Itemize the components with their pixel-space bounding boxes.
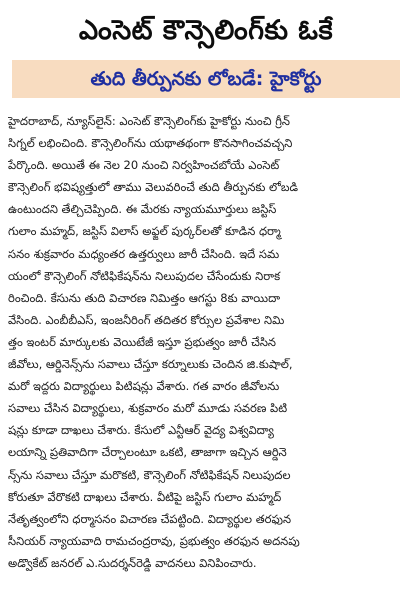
body-line: హైదరాబాద్, న్యూస్‌లైన్: ఎంసెట్ కౌన్సెలింగ్‌కు హైకోర్టు నుంచి గ్రీన్ [8,114,291,128]
body-line: యంలో కౌన్సెలింగ్ నోటిఫికేషన్‌ను నిలుపుదల చేసేందుకు నిరాక [8,268,281,283]
subheadline: తుది తీర్పునకు లోబడే: హైకోర్టు [12,60,400,98]
body-line: నేతృత్వంలోని ధర్మాసనం విచారణ చేపట్టింది. విద్యార్థుల తరఫున [8,511,292,526]
body-line: న్స్‌ను సవాలు చేస్తూ మరొకటి, కౌన్సెలింగ్ నోటిఫికేషన్ నిలుపుదల [8,467,291,482]
body-line: మరో ఇద్దరు విద్యార్థులు పిటిషన్లు వేశారు. గత వారం జీవోలను [8,379,280,394]
body-line: లయాన్ని ప్రతివాదిగా చేర్చాలంటూ ఒకటి, తాజాగా ఇచ్చిన ఆర్డినె [8,445,287,460]
article-body [6,110,406,574]
body-line: సీనియర్ న్యాయవాది రామచంద్రరావు, ప్రభుత్వం తరఫున అదనపు [8,533,300,548]
body-line: వేసింది. ఎంబీబీఎస్, ఇంజనీరింగ్ తదితర కోర్సుల ప్రవేశాల నిమి [8,312,285,327]
body-line: గులాం మహ్మద్, జస్టిస్ విలాస్ అఫ్జల్ పుర్కర్‌లతో కూడిన ధర్మా [8,224,281,239]
body-line: షన్లు కూడా దాఖలు చేశారు. కేసులో ఎన్టీఆర్ వైద్య విశ్వవిద్యా [8,423,274,438]
body-line: జీవోలు, ఆర్డినెన్స్‌ను సవాలు చేస్తూ కర్నూలుకు చెందిన జి.కుషాల్, [8,357,293,372]
body-line: త్తం ఇంటర్ మార్కులకు వెయిటేజీ ఇస్తూ ప్రభుత్వం జారీ చేసిన [8,334,276,349]
body-line: కౌన్సెలింగ్ భవిష్యత్తులో తాము వెలువరించే తుది తీర్పునకు లోబడి [8,180,299,195]
headline: ఎంసెట్ కౌన్సెలింగ్‌కు ఓకే [78,15,334,46]
body-line: కోరుతూ వేరొకటి దాఖలు చేశారు. వీటిపై జస్టిస్ గులాం మహ్మద్ [8,489,282,504]
body-line: సనం శుక్రవారం మధ్యంతర ఉత్తర్వులు జారీ చేసింది. ఇదే సమ [8,246,280,261]
body-line: అడ్వొకేట్ జనరల్ ఎ.సుదర్శన్‌రెడ్డి వాదనలు వినిపించారు. [8,555,257,570]
body-line: సవాలు చేసిన విద్యార్థులు, శుక్రవారం మరో మూడు సవరణ పిటి [8,401,288,416]
body-line: రించింది. కేసును తుది విచారణ నిమిత్తం ఆగస్టు 8కు వాయిదా [8,290,281,305]
body-line: పేర్కొంది. అయితే ఈ నెల 20 నుంచి నిర్వహించబోయే ఎంసెట్ [8,158,280,173]
body-line: ఉంటుందని తేల్చిచెప్పింది. ఈ మేరకు న్యాయమూర్తులు జస్టిస్ [8,202,277,217]
body-line: సిగ్నల్ లభించింది. కౌన్సెలింగ్‌ను యథాతథంగా కొనసాగించవచ్చని [8,136,293,151]
